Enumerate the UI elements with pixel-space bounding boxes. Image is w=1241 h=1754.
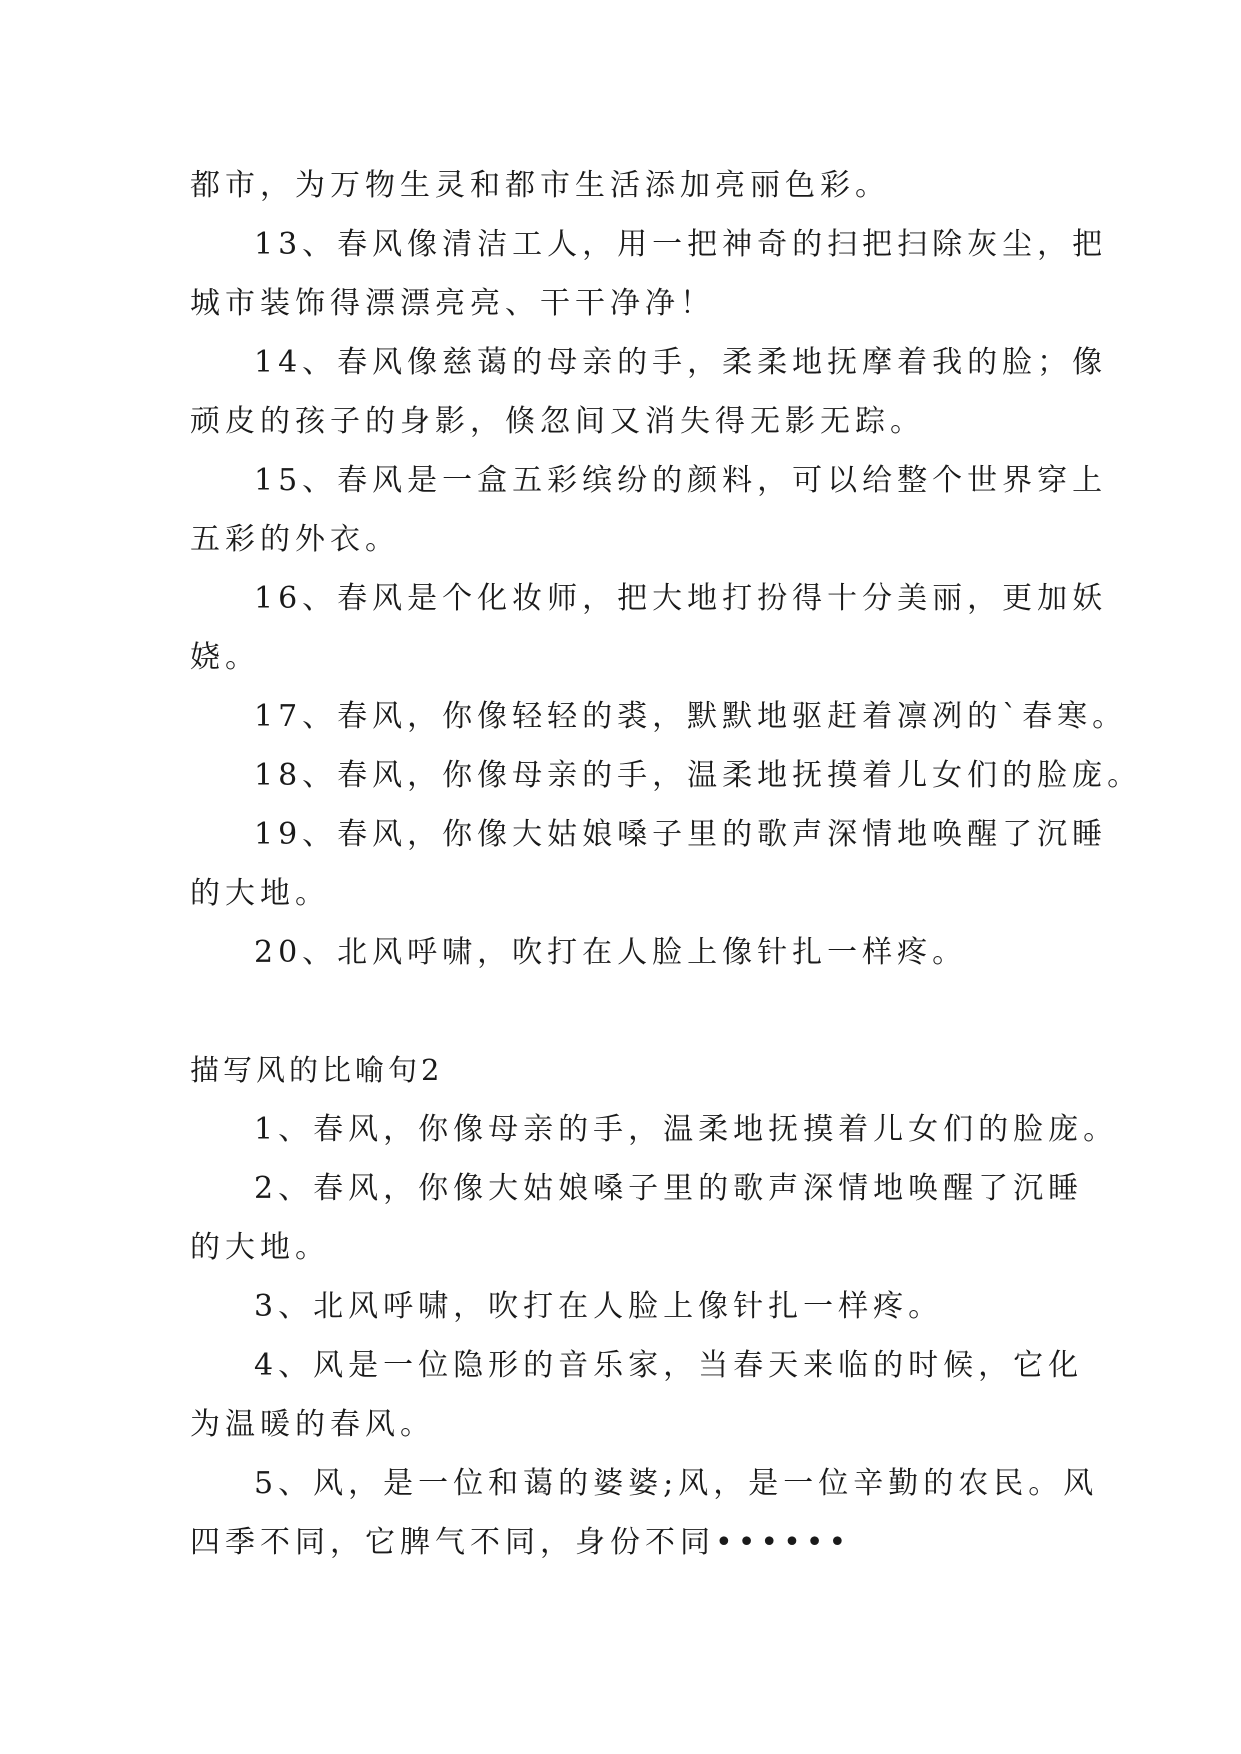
text-line: 17、春风，你像轻轻的裘，默默地驱赶着凛冽的`春寒。: [254, 699, 1128, 734]
text-line: 20、北风呼啸，吹打在人脸上像针扎一样疼。: [254, 935, 968, 970]
paragraph: [190, 156, 1050, 215]
text-line: 16、春风是个化妆师，把大地打扮得十分美丽，更加妖: [254, 581, 1108, 616]
section-heading: 描写风的比喻句2: [190, 1053, 444, 1087]
text-line: 13、春风像清洁工人，用一把神奇的扫把扫除灰尘，把: [254, 227, 1108, 262]
text-line: 19、春风，你像大姑娘嗓子里的歌声深情地唤醒了沉睡: [254, 817, 1108, 852]
text-line: 15、春风是一盒五彩缤纷的颜料，可以给整个世界穿上: [254, 463, 1108, 498]
text-line: 城市装饰得漂漂亮亮、干干净净！: [190, 286, 715, 321]
paragraph: [190, 1159, 1084, 1277]
text-line: 的大地。: [190, 876, 330, 911]
paragraph: [190, 215, 1108, 333]
paragraph: [190, 569, 1108, 687]
text-line: 四季不同，它脾气不同，身份不同••••••: [190, 1525, 852, 1560]
text-line: 1、春风，你像母亲的手，温柔地抚摸着儿女们的脸庞。: [254, 1112, 1119, 1147]
paragraph: [190, 687, 1128, 746]
text-line: 14、春风像慈蔼的母亲的手，柔柔地抚摩着我的脸；像: [254, 345, 1108, 380]
text-line: 为温暖的春风。: [190, 1407, 435, 1442]
text-line: 2、春风，你像大姑娘嗓子里的歌声深情地唤醒了沉睡: [254, 1171, 1084, 1206]
text-line: 的大地。: [190, 1230, 330, 1265]
paragraph: [190, 451, 1108, 569]
text-line: 3、北风呼啸，吹打在人脸上像针扎一样疼。: [254, 1289, 944, 1324]
section-gap: [190, 982, 1050, 1041]
text-line: 5、风，是一位和蔼的婆婆;风，是一位辛勤的农民。风: [254, 1466, 1099, 1501]
paragraph: [190, 746, 1143, 805]
paragraph: [190, 923, 1050, 982]
text-line: 18、春风，你像母亲的手，温柔地抚摸着儿女们的脸庞。: [254, 758, 1143, 793]
paragraph: [190, 1454, 1099, 1572]
paragraph: [190, 805, 1108, 923]
text-line: 顽皮的孩子的身影，倏忽间又消失得无影无踪。: [190, 404, 925, 439]
paragraph: [190, 333, 1108, 451]
text-line: 娆。: [190, 640, 260, 675]
text-line: 五彩的外衣。: [190, 522, 400, 557]
paragraph: [190, 1100, 1119, 1159]
paragraph: [190, 1277, 1050, 1336]
document-body: [190, 156, 1143, 1572]
paragraph: [190, 1336, 1084, 1454]
text-line: 都市，为万物生灵和都市生活添加亮丽色彩。: [190, 168, 890, 203]
text-line: 4、风是一位隐形的音乐家，当春天来临的时候，它化: [254, 1348, 1084, 1383]
